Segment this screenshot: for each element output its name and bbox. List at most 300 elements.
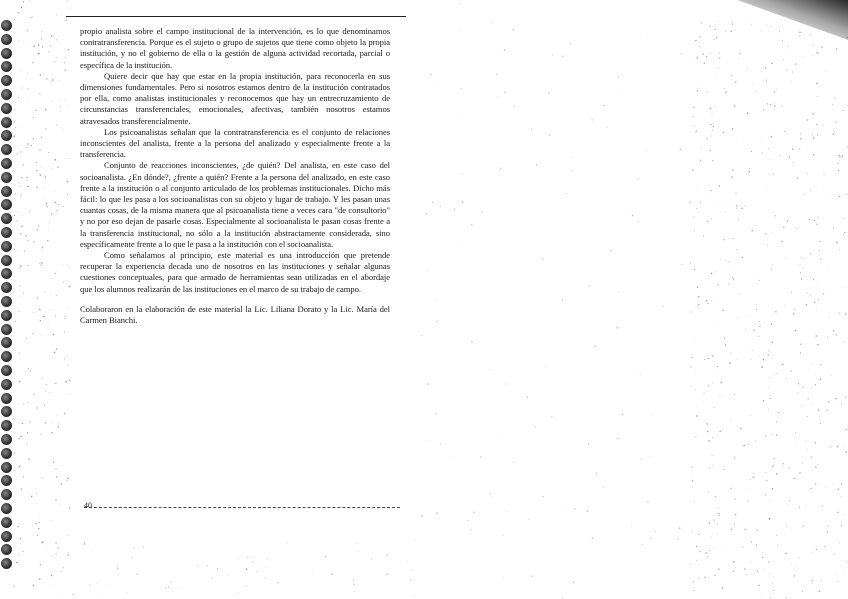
noise-dot xyxy=(61,571,62,572)
noise-dot xyxy=(20,233,21,234)
noise-dot xyxy=(17,153,18,154)
noise-dot xyxy=(817,464,818,465)
noise-dot xyxy=(117,568,119,570)
noise-dot xyxy=(724,338,725,339)
noise-dot xyxy=(62,392,63,393)
noise-dot xyxy=(811,387,812,388)
noise-dot xyxy=(800,265,801,266)
noise-dot xyxy=(426,213,428,215)
noise-dot xyxy=(246,586,247,587)
noise-dot xyxy=(55,383,56,384)
noise-dot xyxy=(61,483,62,484)
noise-dot xyxy=(794,478,795,479)
noise-dot xyxy=(734,457,735,458)
noise-dot xyxy=(65,70,66,71)
noise-dot xyxy=(766,80,767,81)
noise-dot xyxy=(777,373,778,374)
noise-dot xyxy=(808,296,809,297)
noise-dot xyxy=(170,581,171,582)
noise-dot xyxy=(719,515,720,516)
noise-dot xyxy=(789,157,790,158)
noise-dot xyxy=(714,575,715,576)
noise-dot xyxy=(22,551,23,552)
noise-dot xyxy=(695,340,696,341)
noise-dot xyxy=(709,468,710,469)
noise-dot xyxy=(765,494,766,495)
noise-dot xyxy=(513,106,514,107)
noise-dot xyxy=(772,265,773,266)
noise-dot xyxy=(18,12,19,13)
noise-dot xyxy=(757,571,758,572)
binding-ring xyxy=(1,544,12,555)
noise-dot xyxy=(703,236,704,237)
binding-ring xyxy=(1,406,12,417)
noise-dot xyxy=(694,126,695,127)
noise-dot xyxy=(18,554,19,555)
noise-dot xyxy=(693,117,694,118)
noise-dot xyxy=(813,55,814,56)
noise-dot xyxy=(20,538,21,539)
noise-dot xyxy=(821,46,822,47)
noise-dot xyxy=(165,587,166,588)
noise-dot xyxy=(68,106,69,107)
noise-dot xyxy=(791,563,792,564)
noise-dot xyxy=(21,70,22,71)
noise-dot xyxy=(63,129,64,130)
noise-dot xyxy=(816,335,817,336)
noise-dot xyxy=(41,38,42,39)
binding-ring xyxy=(1,130,12,141)
noise-dot xyxy=(64,331,65,332)
noise-dot xyxy=(15,193,16,194)
noise-dot xyxy=(42,247,43,248)
noise-dot xyxy=(69,508,70,509)
noise-dot xyxy=(843,448,844,449)
noise-dot xyxy=(733,561,735,563)
noise-dot xyxy=(781,240,783,242)
noise-dot xyxy=(769,398,770,399)
noise-dot xyxy=(36,503,37,504)
noise-dot xyxy=(90,585,91,586)
noise-dot xyxy=(603,486,604,487)
noise-dot xyxy=(548,92,549,93)
noise-dot xyxy=(838,489,839,490)
noise-dot xyxy=(737,318,738,319)
noise-dot xyxy=(386,554,388,556)
noise-dot xyxy=(45,292,46,293)
noise-dot xyxy=(807,173,808,174)
noise-dot xyxy=(32,62,33,63)
noise-dot xyxy=(631,526,632,527)
noise-dot xyxy=(18,97,19,98)
noise-dot xyxy=(19,381,21,383)
noise-dot xyxy=(27,445,28,446)
noise-dot xyxy=(206,565,207,566)
noise-dot xyxy=(699,578,700,579)
noise-dot xyxy=(45,176,46,177)
noise-dot xyxy=(813,137,815,139)
noise-dot xyxy=(799,507,800,508)
noise-dot xyxy=(41,265,42,266)
noise-dot xyxy=(786,597,787,598)
noise-dot xyxy=(48,51,49,52)
noise-dot xyxy=(751,24,752,25)
noise-dot xyxy=(56,553,57,554)
noise-dot xyxy=(56,295,57,296)
noise-dot xyxy=(815,483,816,484)
noise-dot xyxy=(513,462,514,463)
noise-dot xyxy=(695,436,696,437)
noise-dot xyxy=(31,368,32,369)
noise-dot xyxy=(45,109,46,110)
noise-dot xyxy=(816,52,817,53)
scan-corner-shadow xyxy=(718,0,848,40)
noise-dot xyxy=(357,543,358,544)
noise-dot xyxy=(732,23,733,24)
noise-dot xyxy=(26,233,27,234)
noise-dot xyxy=(711,537,712,538)
noise-dot xyxy=(698,187,699,188)
noise-dot xyxy=(20,436,21,437)
noise-dot xyxy=(732,128,734,130)
noise-dot xyxy=(40,264,41,265)
noise-dot xyxy=(21,194,22,195)
noise-dot xyxy=(763,400,765,402)
noise-dot xyxy=(767,480,768,481)
noise-dot xyxy=(776,535,777,536)
noise-dot xyxy=(118,573,119,574)
noise-dot xyxy=(728,262,729,263)
noise-dot xyxy=(827,526,828,527)
noise-dot xyxy=(18,41,19,42)
noise-dot xyxy=(84,542,85,543)
noise-dot xyxy=(828,401,829,402)
noise-dot xyxy=(794,443,795,444)
noise-dot xyxy=(807,416,808,417)
noise-dot xyxy=(312,569,313,570)
noise-dot xyxy=(795,432,796,433)
noise-dot xyxy=(592,537,594,539)
noise-dot xyxy=(757,535,758,536)
noise-dot xyxy=(782,466,783,467)
noise-dot xyxy=(715,75,716,76)
noise-dot xyxy=(694,372,695,373)
noise-dot xyxy=(20,286,21,287)
noise-dot xyxy=(618,292,619,293)
noise-dot xyxy=(58,80,59,81)
noise-dot xyxy=(759,280,760,281)
noise-dot xyxy=(33,312,34,313)
noise-dot xyxy=(19,353,20,354)
noise-dot xyxy=(818,52,819,53)
noise-dot xyxy=(792,71,793,72)
noise-dot xyxy=(728,283,729,284)
noise-dot xyxy=(696,415,698,417)
noise-dot xyxy=(513,29,514,30)
noise-dot xyxy=(52,101,53,102)
noise-dot xyxy=(798,557,799,558)
noise-dot xyxy=(54,191,55,192)
noise-dot xyxy=(729,362,731,364)
noise-dot xyxy=(691,386,692,387)
noise-dot xyxy=(736,249,737,250)
noise-dot xyxy=(816,224,817,225)
noise-dot xyxy=(246,569,247,570)
noise-dot xyxy=(527,397,528,398)
noise-dot xyxy=(772,583,773,584)
noise-dot xyxy=(15,109,16,110)
noise-dot xyxy=(137,573,138,574)
noise-dot xyxy=(761,366,763,368)
noise-dot xyxy=(815,442,816,443)
noise-dot xyxy=(693,216,694,217)
noise-dot xyxy=(690,262,691,263)
noise-dot xyxy=(820,378,822,380)
noise-dot xyxy=(19,439,20,440)
noise-dot xyxy=(701,22,702,23)
noise-dot xyxy=(837,512,838,513)
noise-dot xyxy=(813,279,814,280)
noise-dot xyxy=(725,92,727,94)
noise-dot xyxy=(178,588,179,589)
binding-ring xyxy=(1,475,12,486)
noise-dot xyxy=(168,587,169,588)
noise-dot xyxy=(28,458,29,459)
noise-dot xyxy=(256,571,257,572)
noise-dot xyxy=(700,160,701,161)
noise-dot xyxy=(824,174,825,175)
noise-dot xyxy=(265,567,266,568)
noise-dot xyxy=(799,32,800,33)
noise-dot xyxy=(768,148,769,149)
binding-ring xyxy=(1,20,12,31)
noise-dot xyxy=(65,57,66,58)
noise-dot xyxy=(551,416,552,417)
noise-dot xyxy=(807,119,808,120)
noise-dot xyxy=(647,35,648,36)
noise-dot xyxy=(143,546,144,547)
noise-dot xyxy=(820,262,821,263)
noise-dot xyxy=(719,53,720,54)
noise-dot xyxy=(827,410,828,411)
binding-ring xyxy=(1,75,12,86)
noise-dot xyxy=(29,211,30,212)
noise-dot xyxy=(734,499,735,500)
noise-dot xyxy=(52,79,53,80)
noise-dot xyxy=(64,358,65,359)
noise-dot xyxy=(106,586,107,587)
noise-dot xyxy=(21,489,22,490)
noise-dot xyxy=(66,181,67,182)
noise-dot xyxy=(784,131,785,132)
noise-dot xyxy=(774,92,775,93)
noise-dot xyxy=(65,318,66,319)
noise-dot xyxy=(690,564,691,565)
noise-dot xyxy=(717,366,718,367)
noise-dot xyxy=(728,565,729,566)
noise-dot xyxy=(693,590,694,591)
noise-dot xyxy=(766,360,767,361)
noise-dot xyxy=(772,466,773,467)
noise-dot xyxy=(562,56,563,57)
noise-dot xyxy=(725,212,726,213)
noise-dot xyxy=(592,119,593,120)
noise-dot xyxy=(839,542,840,543)
noise-dot xyxy=(837,446,839,448)
noise-dot xyxy=(817,286,818,287)
noise-dot xyxy=(60,505,61,506)
noise-dot xyxy=(709,522,710,523)
noise-dot xyxy=(811,404,812,405)
noise-dot xyxy=(37,229,38,230)
binding-ring xyxy=(1,517,12,528)
noise-dot xyxy=(41,251,42,252)
noise-dot xyxy=(704,62,705,63)
noise-dot xyxy=(796,228,797,229)
noise-dot xyxy=(816,187,817,188)
binding-ring xyxy=(1,448,12,459)
noise-dot xyxy=(776,473,778,475)
noise-dot xyxy=(778,412,779,413)
noise-dot xyxy=(711,272,712,273)
noise-dot xyxy=(325,556,327,558)
noise-dot xyxy=(432,202,433,203)
noise-dot xyxy=(692,480,693,481)
noise-dot xyxy=(710,150,711,151)
page-footer xyxy=(84,501,400,510)
noise-dot xyxy=(717,523,718,524)
noise-dot xyxy=(797,177,798,178)
noise-dot xyxy=(843,110,844,111)
noise-dot xyxy=(21,226,23,228)
noise-dot xyxy=(60,106,61,107)
spiral-binding xyxy=(0,20,14,580)
noise-dot xyxy=(40,434,41,435)
noise-dot xyxy=(745,529,746,530)
binding-ring xyxy=(1,117,12,128)
noise-dot xyxy=(748,171,750,173)
noise-dot xyxy=(40,74,41,75)
noise-dot xyxy=(833,228,834,229)
noise-dot xyxy=(814,333,815,334)
noise-dot xyxy=(751,415,752,416)
binding-ring xyxy=(1,310,12,321)
noise-dot xyxy=(48,152,49,153)
noise-dot xyxy=(41,39,42,40)
binding-ring xyxy=(1,337,12,348)
noise-dot xyxy=(820,423,821,424)
noise-dot xyxy=(435,413,436,414)
noise-dot xyxy=(27,147,28,148)
noise-dot xyxy=(719,430,721,432)
noise-dot xyxy=(36,170,37,171)
noise-dot xyxy=(755,440,756,441)
noise-dot xyxy=(841,403,842,404)
noise-dot xyxy=(50,81,51,82)
noise-dot xyxy=(45,390,46,391)
noise-dot xyxy=(836,48,837,49)
noise-dot xyxy=(813,154,815,156)
noise-dot xyxy=(810,34,811,35)
noise-dot xyxy=(54,61,55,62)
noise-dot xyxy=(726,260,727,261)
binding-ring xyxy=(1,186,12,197)
noise-dot xyxy=(802,405,803,406)
noise-dot xyxy=(799,472,800,473)
noise-dot xyxy=(55,500,56,501)
noise-dot xyxy=(69,158,70,159)
noise-dot xyxy=(117,565,118,566)
noise-dot xyxy=(707,193,708,194)
noise-dot xyxy=(806,292,807,293)
noise-dot xyxy=(692,531,693,532)
noise-dot xyxy=(21,177,22,178)
noise-dot xyxy=(427,270,428,271)
noise-dot xyxy=(460,31,461,32)
noise-dot xyxy=(795,63,796,64)
noise-dot xyxy=(800,133,801,134)
noise-dot xyxy=(763,359,765,361)
noise-dot xyxy=(69,286,71,288)
noise-dot xyxy=(764,569,765,570)
noise-dot xyxy=(839,160,840,161)
noise-dot xyxy=(454,209,455,210)
noise-dot xyxy=(22,215,23,216)
noise-dot xyxy=(51,575,52,576)
noise-dot xyxy=(574,509,575,510)
noise-dot xyxy=(718,68,719,69)
noise-dot xyxy=(806,304,808,306)
noise-dot xyxy=(812,45,813,46)
noise-dot xyxy=(829,269,830,270)
noise-dot xyxy=(346,543,347,544)
noise-dot xyxy=(790,370,791,371)
noise-dot xyxy=(827,531,828,532)
noise-dot xyxy=(66,480,67,481)
noise-dot xyxy=(263,568,264,569)
noise-dot xyxy=(805,505,806,506)
noise-dot xyxy=(460,3,461,4)
noise-dot xyxy=(846,194,847,195)
noise-dot xyxy=(692,62,693,63)
noise-dot xyxy=(698,307,699,308)
noise-dot xyxy=(767,190,768,191)
noise-dot xyxy=(712,355,713,356)
noise-dot xyxy=(735,29,736,30)
noise-dot xyxy=(713,547,714,548)
noise-dot xyxy=(647,501,648,502)
noise-dot xyxy=(827,337,828,338)
noise-dot xyxy=(749,315,750,316)
noise-dot xyxy=(504,49,506,51)
noise-dot xyxy=(693,581,694,582)
noise-dot xyxy=(252,562,253,563)
noise-dot xyxy=(706,92,707,93)
noise-dot xyxy=(67,1,68,2)
noise-dot xyxy=(27,186,29,188)
noise-dot xyxy=(774,103,775,104)
noise-dot xyxy=(49,222,50,223)
noise-dot xyxy=(783,59,784,60)
noise-dot xyxy=(27,30,28,31)
noise-dot xyxy=(835,574,836,575)
noise-dot xyxy=(735,567,736,568)
noise-dot xyxy=(73,594,74,595)
noise-dot xyxy=(57,426,58,427)
noise-dot xyxy=(67,194,68,195)
noise-dot xyxy=(429,441,430,442)
noise-dot xyxy=(841,525,842,526)
